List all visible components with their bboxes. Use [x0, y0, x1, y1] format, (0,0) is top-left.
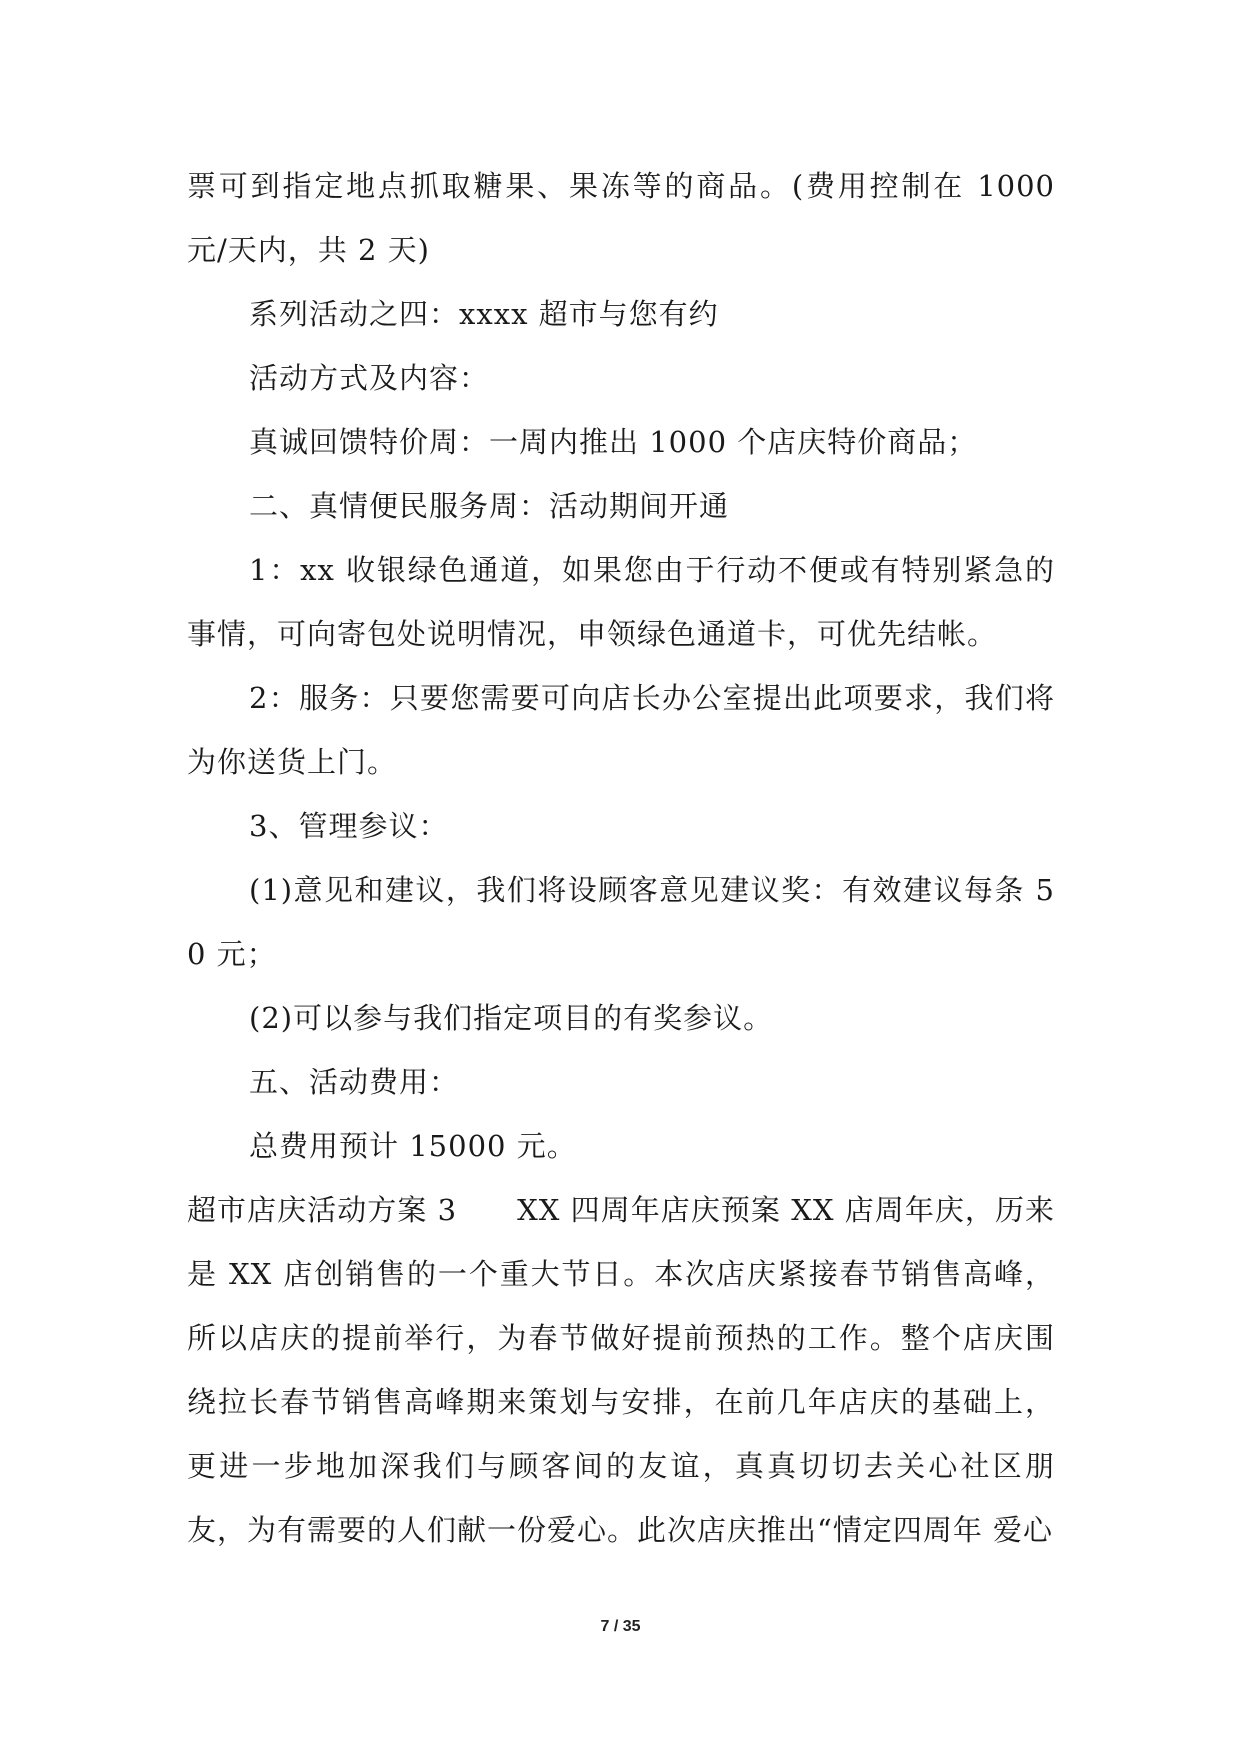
- paragraph: 票可到指定地点抓取糖果、果冻等的商品。(费用控制在 1000 元/天内，共 2 天): [187, 169, 1055, 267]
- paragraph: 超市店庆活动方案 3 XX 四周年店庆预案 XX 店周年庆，历来是 XX 店创销售的一个重大节日。本次店庆紧接春节销售高峰，所以店庆的提前举行，为春节做好提前预热的工作。整个店庆围绕拉长春节销售高峰期来策划与安排，在前几年店庆的基础上，更进一步地加深我们与顾客间的友谊，真真切切去关心社区朋友，为有需要的人们献一份爱心。此次店庆推出“情定四周年 爱心: [187, 1193, 1055, 1547]
- paragraph: 五、活动费用：: [249, 1065, 460, 1099]
- paragraph: 1：xx 收银绿色通道，如果您由于行动不便或有特别紧急的事情，可向寄包处说明情况，申领绿色通道卡，可优先结帐。: [187, 553, 1055, 651]
- paragraph: 活动方式及内容：: [249, 361, 490, 395]
- paragraph: (2)可以参与我们指定项目的有奖参议。: [249, 1001, 774, 1035]
- page-number: 7 / 35: [600, 1618, 641, 1635]
- document-body: [187, 154, 1055, 1562]
- paragraph: 2：服务：只要您需要可向店长办公室提出此项要求，我们将为你送货上门。: [187, 681, 1055, 779]
- paragraph: 3、管理参议：: [249, 809, 449, 843]
- paragraph: 真诚回馈特价周：一周内推出 1000 个店庆特价商品；: [249, 425, 978, 459]
- paragraph: 总费用预计 15000 元。: [249, 1129, 577, 1163]
- paragraph: 系列活动之四：xxxx 超市与您有约: [249, 297, 719, 331]
- paragraph: 二、真情便民服务周：活动期间开通: [249, 489, 730, 523]
- paragraph: (1)意见和建议，我们将设顾客意见建议奖：有效建议每条 50 元；: [187, 873, 1055, 971]
